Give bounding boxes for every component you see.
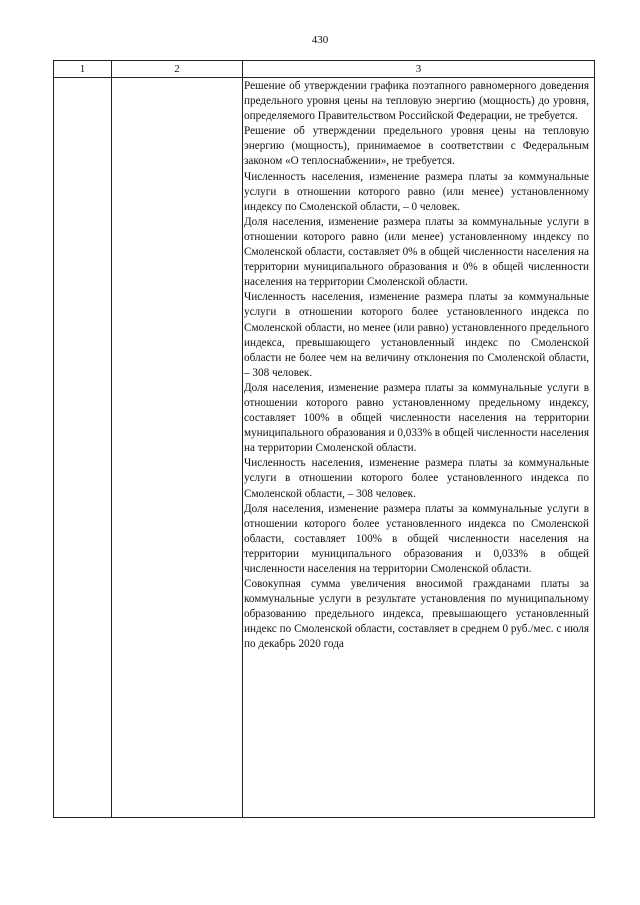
page-number: 430 bbox=[311, 34, 329, 46]
paragraph: Доля населения, изменение размера платы за коммунальные услуги в отношении которого более установленного индекса по Смоленской области, составляет 100% в общей численности населения на территории муниципального образования и 0,033% в общей численности населения на территории Смоленской области. bbox=[244, 502, 589, 575]
paragraph: Численность населения, изменение размера платы за коммунальные услуги в отношении которого более установленного индекса по Смоленской области, но менее (или равно) установленного предельного индекса, превышающего установленный индекс по Смоленской области не более чем на величину отклонения по Смоленской области, – 308 человек. bbox=[244, 291, 589, 379]
paragraph: Численность населения, изменение размера платы за коммунальные услуги в отношении которого более установленного индекса по Смоленской области, – 308 человек. bbox=[244, 457, 589, 500]
column-3-content bbox=[244, 79, 589, 653]
paragraph: Решение об утверждении предельного уровня цены на тепловую энергию (мощность), принимаемое в соответствии с Федеральным законом «О теплоснабжении», не требуется. bbox=[244, 125, 589, 168]
column-header-3: 3 bbox=[415, 63, 422, 75]
column-header-1: 1 bbox=[79, 63, 86, 75]
document-table bbox=[53, 60, 595, 818]
paragraph: Совокупная сумма увеличения вносимой гражданами платы за коммунальные услуги в результате установления по муниципальному образованию предельного индекса, превышающего установленный индекс по Смоленской области, составляет в среднем 0 руб./мес. с июля по декабрь 2020 года bbox=[244, 578, 589, 651]
column-divider bbox=[111, 61, 112, 817]
paragraph: Решение об утверждении графика поэтапного равномерного доведения предельного уровня цены на тепловую энергию (мощность) до уровня, определяемого Правительством Российской Федерации, не требуется. bbox=[244, 80, 589, 123]
paragraph: Доля населения, изменение размера платы за коммунальные услуги в отношении которого равно установленному предельному индексу, составляет 100% в общей численности населения на территории муниципального образования и 0,033% в общей численности населения на территории Смоленской области. bbox=[244, 381, 589, 455]
paragraph: Численность населения, изменение размера платы за коммунальные услуги в отношении которого равно (или менее) установленному индексу по Смоленской области, – 0 человек. bbox=[244, 170, 589, 213]
column-header-2: 2 bbox=[174, 63, 180, 75]
paragraph: Доля населения, изменение размера платы за коммунальные услуги в отношении которого равно (или менее) установленному индексу по Смоленской области, составляет 0% в общей численности населения на территории муниципального образования и 0% в общей численности населения на территории Смоленской области. bbox=[244, 215, 589, 289]
header-divider bbox=[54, 77, 594, 78]
column-divider bbox=[242, 61, 243, 817]
